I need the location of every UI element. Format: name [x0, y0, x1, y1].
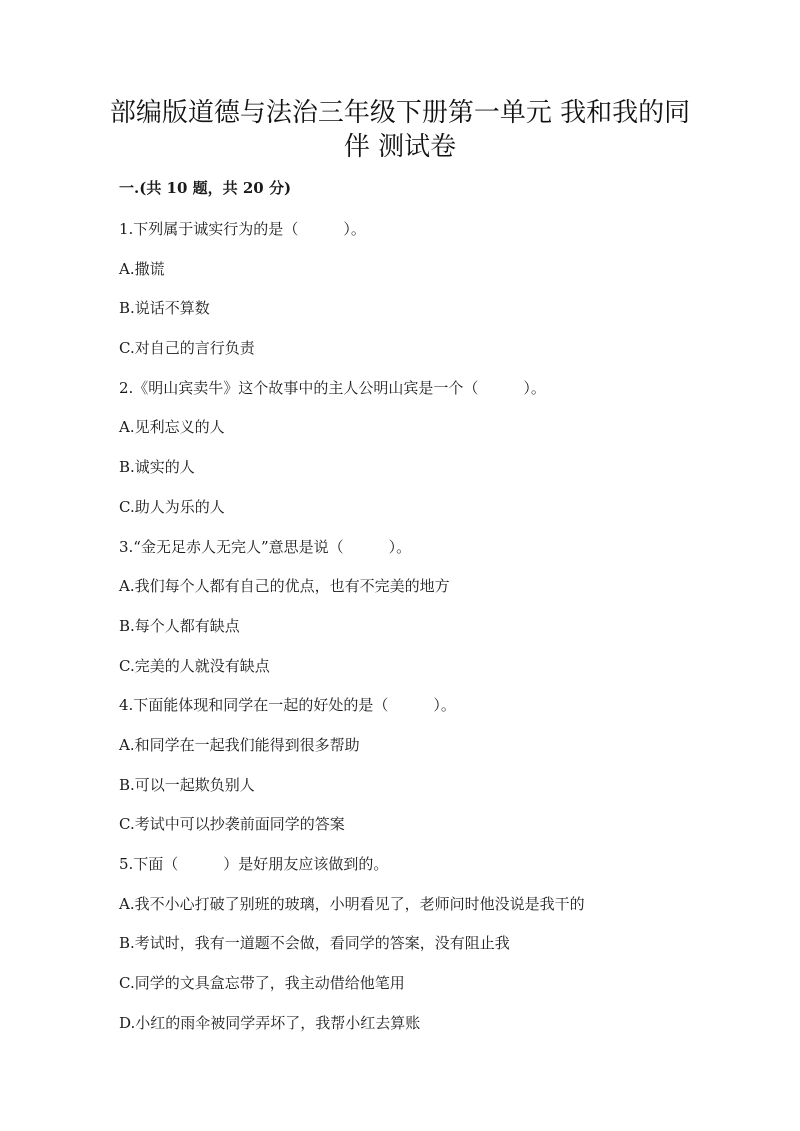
- question-5-option-c: C.同学的文具盒忘带了，我主动借给他笔用: [119, 974, 405, 993]
- question-5-option-a: A.我不小心打破了别班的玻璃，小明看见了，老师问时他没说是我干的: [119, 894, 585, 913]
- question-1-option-b: B.说话不算数: [119, 299, 210, 318]
- question-3-stem: 3.“金无足赤人无完人”意思是说（ ）。: [119, 537, 412, 556]
- page-title: [100, 96, 700, 164]
- title-line-2: 伴 测试卷: [343, 132, 457, 162]
- question-2-option-c: C.助人为乐的人: [119, 497, 225, 516]
- question-2-stem: 2.《明山宾卖牛》这个故事中的主人公明山宾是一个（ ）。: [119, 378, 546, 397]
- question-2-option-a: A.见利忘义的人: [119, 418, 225, 437]
- title-line-1: 部编版道德与法治三年级下册第一单元 我和我的同: [109, 98, 691, 128]
- question-4-option-c: C.考试中可以抄袭前面同学的答案: [119, 815, 345, 834]
- question-3-option-a: A.我们每个人都有自己的优点，也有不完美的地方: [119, 577, 450, 596]
- question-3-option-b: B.每个人都有缺点: [119, 616, 240, 635]
- question-1-option-a: A.撒谎: [119, 259, 165, 278]
- section-heading: 一.(共 10 题，共 20 分): [119, 179, 292, 197]
- question-1-stem: 1.下列属于诚实行为的是（ ）。: [119, 220, 366, 238]
- question-5-stem: 5.下面（ ）是好朋友应该做到的。: [119, 855, 389, 873]
- question-5-option-d: D.小红的雨伞被同学弄坏了，我帮小红去算账: [119, 1013, 421, 1032]
- question-4-stem: 4.下面能体现和同学在一起的好处的是（ ）。: [119, 696, 456, 715]
- question-1-option-c: C.对自己的言行负责: [119, 339, 255, 358]
- question-4-option-b: B.可以一起欺负别人: [119, 775, 255, 794]
- question-4-option-a: A.和同学在一起我们能得到很多帮助: [119, 735, 360, 754]
- question-5-option-b: B.考试时，我有一道题不会做，看同学的答案，没有阻止我: [119, 934, 510, 953]
- question-3-option-c: C.完美的人就没有缺点: [119, 656, 270, 675]
- question-list: [119, 219, 719, 1052]
- question-2-option-b: B.诚实的人: [119, 458, 195, 477]
